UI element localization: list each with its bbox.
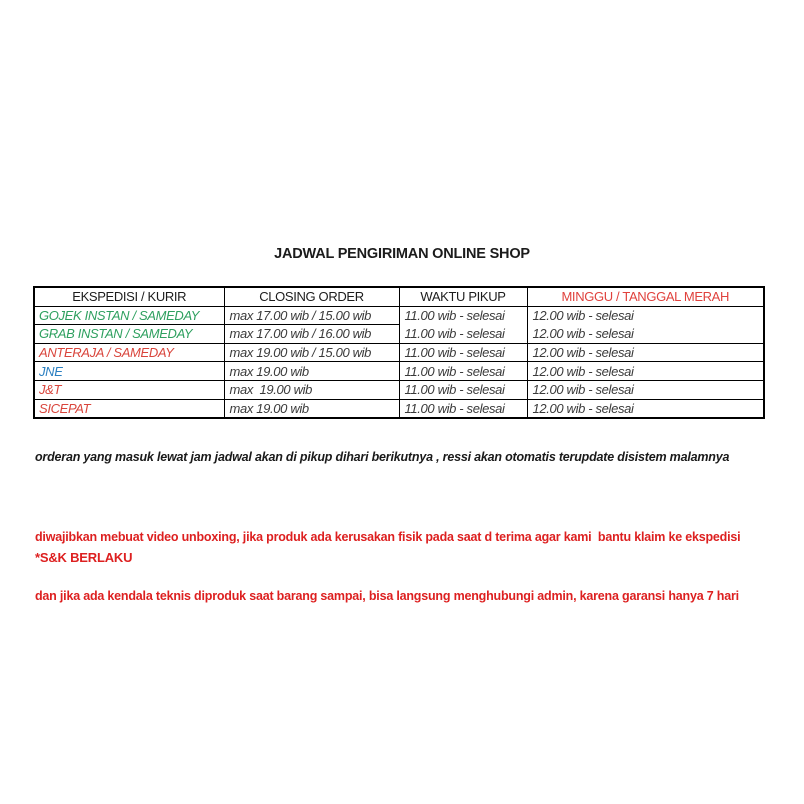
closing-order-value: max 17.00 wib / 15.00 wib <box>224 306 399 325</box>
courier-name: J&T <box>34 380 224 399</box>
sunday-pickup-value: 12.00 wib - selesai <box>527 306 764 325</box>
courier-name: SICEPAT <box>34 399 224 418</box>
note-late-order: orderan yang masuk lewat jam jadwal akan di pikup dihari berikutnya , ressi akan otomatis terupdate disistem malamnya <box>35 450 730 464</box>
pickup-time-value: 11.00 wib - selesai <box>399 380 527 399</box>
terms-conditions-note: *S&K BERLAKU <box>35 550 133 565</box>
shipping-schedule-table <box>33 286 765 419</box>
closing-order-value: max 19.00 wib <box>224 399 399 418</box>
sunday-pickup-value: 12.00 wib - selesai <box>527 399 764 418</box>
table-row <box>34 399 764 418</box>
sunday-pickup-value: 12.00 wib - selesai <box>527 362 764 381</box>
header-courier: EKSPEDISI / KURIR <box>34 287 224 306</box>
header-sunday-holiday: MINGGU / TANGGAL MERAH <box>527 287 764 306</box>
pickup-time-value: 11.00 wib - selesai <box>399 399 527 418</box>
courier-name: ANTERAJA / SAMEDAY <box>34 343 224 362</box>
closing-order-value: max 19.00 wib <box>224 380 399 399</box>
courier-name: GRAB INSTAN / SAMEDAY <box>34 325 224 344</box>
table-row <box>34 325 764 344</box>
table-row <box>34 380 764 399</box>
pickup-time-value: 11.00 wib - selesai <box>399 306 527 325</box>
header-pickup-time: WAKTU PIKUP <box>399 287 527 306</box>
pickup-time-value: 11.00 wib - selesai <box>399 343 527 362</box>
sunday-pickup-value: 12.00 wib - selesai <box>527 380 764 399</box>
note-unboxing-line1: diwajibkan mebuat video unboxing, jika produk ada kerusakan fisik pada saat d terima agar kami bantu klaim ke ekspedisi <box>35 530 741 544</box>
courier-name: JNE <box>34 362 224 381</box>
pickup-time-value: 11.00 wib - selesai <box>399 325 527 344</box>
table-row <box>34 362 764 381</box>
pickup-time-value: 11.00 wib - selesai <box>399 362 527 381</box>
table-header-row <box>34 287 764 306</box>
note-unboxing-line2: dan jika ada kendala teknis diproduk saat barang sampai, bisa langsung menghubungi admin, karena garansi hanya 7 hari <box>35 588 739 603</box>
table-row <box>34 343 764 362</box>
header-closing-order: CLOSING ORDER <box>224 287 399 306</box>
table-row <box>34 306 764 325</box>
note-unboxing-warranty <box>35 489 740 626</box>
closing-order-value: max 17.00 wib / 16.00 wib <box>224 325 399 344</box>
closing-order-value: max 19.00 wib <box>224 362 399 381</box>
sunday-pickup-value: 12.00 wib - selesai <box>527 343 764 362</box>
courier-name: GOJEK INSTAN / SAMEDAY <box>34 306 224 325</box>
page-title: JADWAL PENGIRIMAN ONLINE SHOP <box>274 246 530 262</box>
sunday-pickup-value: 12.00 wib - selesai <box>527 325 764 344</box>
closing-order-value: max 19.00 wib / 15.00 wib <box>224 343 399 362</box>
